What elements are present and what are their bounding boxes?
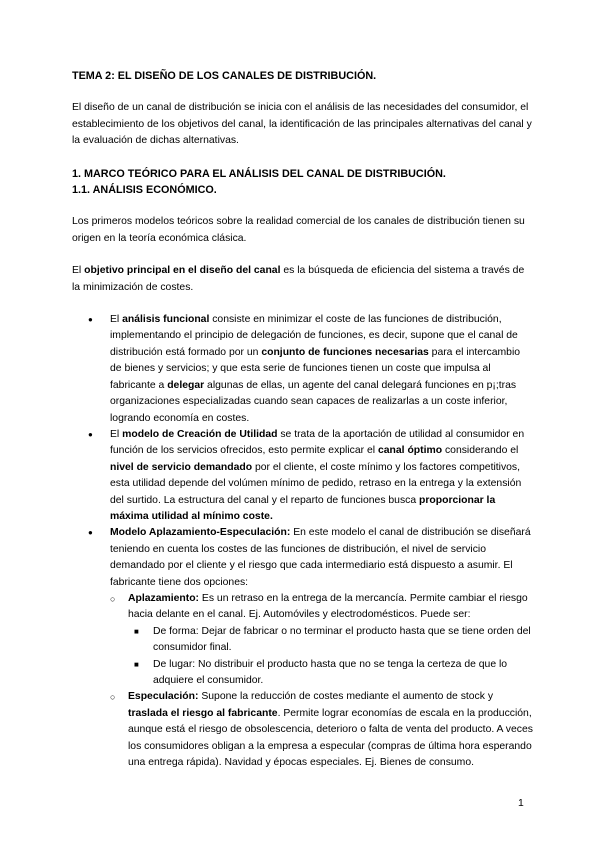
bold-run: proporcionar la máxima utilidad al mínimo coste. bbox=[110, 494, 496, 522]
list-item-especulacion bbox=[128, 689, 534, 771]
bold-run: análisis funcional bbox=[122, 314, 210, 326]
list-item-de-forma: ■ De forma: Dejar de fabricar o no terminar el producto hasta que se tiene orden del consumidor final. bbox=[153, 624, 534, 657]
text-run: . Permite lograr economías de escala en la producción, aunque está el riesgo de obsolescencia, deterioro o falta de venta del producto. A veces los consumidores obligan a la empresa a especular (compras de última hora esperando una entrega rápida). Navidad y épocas especiales. Ej. Bienes de consumo. bbox=[128, 707, 533, 769]
text-run: El bbox=[110, 314, 123, 326]
bold-run: Aplazamiento: bbox=[128, 592, 200, 604]
section-heading: 1. MARCO TEÓRICO PARA EL ANÁLISIS DEL CANAL DE DISTRIBUCIÓN. bbox=[72, 167, 446, 180]
text-run: para el intercambio de bienes y servicios; y que esta serie de funciones tienen un coste que impulsa al fabricante a bbox=[110, 346, 521, 391]
bold-run: Especulación: bbox=[128, 691, 199, 703]
bold-run: canal óptimo bbox=[377, 445, 443, 457]
list-item-utilidad bbox=[110, 427, 534, 525]
paragraph-origins: Los primeros modelos teóricos sobre la realidad comercial de los canales de distribución tienen su origen en la teoría económica clásica. bbox=[72, 216, 525, 244]
bold-run: objetivo principal en el diseño del canal bbox=[84, 265, 281, 277]
list-item-funcional bbox=[110, 312, 534, 427]
bold-run: delegar bbox=[167, 379, 205, 391]
text-run: es la búsqueda de eficiencia del sistema a través de la minimización de costes. bbox=[72, 265, 525, 293]
text-run: El bbox=[72, 265, 85, 277]
intro-paragraph: El diseño de un canal de distribución se inicia con el análisis de las necesidades del consumidor, el establecimiento de los objetivos del canal, la identificación de las principales alternativas del canal y la evaluación de dichas alternativas. bbox=[72, 102, 532, 147]
text-run: Es un retraso en la entrega de la mercancía. Permite cambiar el riesgo hacia delante en el canal. Ej. Automóviles y electrodomésticos. Puede ser: bbox=[128, 592, 528, 621]
bold-run: nivel de servicio demandado bbox=[110, 461, 253, 473]
bold-run: modelo de Creación de Utilidad bbox=[122, 428, 278, 440]
bold-run: traslada el riesgo al fabricante bbox=[128, 707, 278, 719]
paragraph-objective bbox=[72, 263, 534, 296]
text-run: En este modelo el canal de distribución se diseñará teniendo en cuenta los costes de las funciones de distribución, el nivel de servicio demandado por el cliente y el riesgo que cada intermediario está dispuesto a asumir. El fabricante tiene dos opciones: bbox=[110, 527, 531, 588]
text-run: considerando el bbox=[442, 445, 519, 457]
text-run: algunas de ellas, un agente del canal delegará funciones en p¡;tras organizaciones especializadas cuando sean capaces de realizarlas a un coste inferior, logrando economía en costes. bbox=[110, 379, 517, 424]
page-content bbox=[72, 68, 534, 771]
subsection-heading: 1.1. ANÁLISIS ECONÓMICO. bbox=[72, 184, 217, 197]
text-run: consiste en minimizar el coste de las funciones de distribución, implementando el principio de delegación de funciones, es decir, supone que el canal de distribución está formado por un bbox=[110, 314, 518, 358]
text-run: se trata de la aportación de utilidad al consumidor en función de los servicios ofrecidos, esto permite explicar el bbox=[110, 428, 525, 457]
bold-run: Modelo Aplazamiento-Especulación: bbox=[110, 527, 291, 539]
list-item-de-lugar: ■ De lugar: No distribuir el producto hasta que no se tenga la certeza de que lo adquiere el consumidor. bbox=[153, 657, 534, 690]
bullet-list bbox=[110, 312, 534, 771]
list-item-aplazamiento-sub bbox=[128, 591, 534, 689]
page-number: 1 bbox=[518, 798, 524, 809]
bold-run: conjunto de funciones necesarias bbox=[261, 346, 429, 358]
text-run: Supone la reducción de costes mediante el aumento de stock y bbox=[198, 691, 494, 703]
text-run: El bbox=[110, 428, 123, 440]
list-item-aplazamiento bbox=[110, 525, 534, 771]
document-title: TEMA 2: EL DISEÑO DE LOS CANALES DE DISTRIBUCIÓN. bbox=[72, 70, 377, 82]
sub-sub-list bbox=[153, 624, 534, 690]
text-run: por el cliente, el coste mínimo y los factores competitivos, esta utilidad depende del volúmen mínimo de pedido, retraso en la entrega y la extensión del surtido. La estructura del canal y el reparto de funciones busca bbox=[110, 461, 522, 506]
sub-list bbox=[128, 591, 534, 771]
